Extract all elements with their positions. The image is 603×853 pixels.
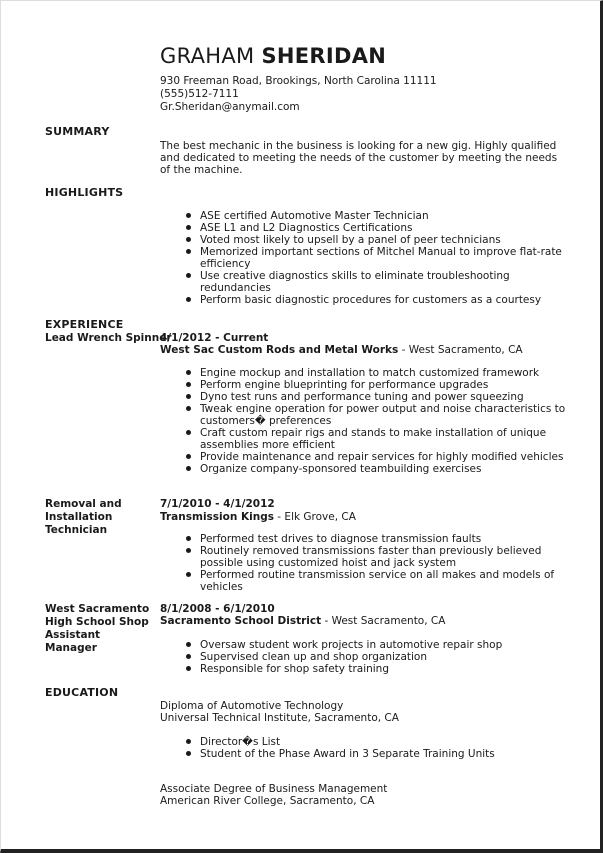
job-employer xyxy=(160,615,445,627)
school: American River College, Sacramento, CA xyxy=(160,795,375,807)
last-name: SHERIDAN xyxy=(261,44,387,68)
list-item: Voted most likely to upsell by a panel of peer technicians xyxy=(183,234,578,246)
list-item: ASE L1 and L2 Diagnostics Certifications xyxy=(183,222,578,234)
list-item: Oversaw student work projects in automotive repair shop xyxy=(183,639,578,651)
highlights-list xyxy=(183,210,578,306)
experience-heading: EXPERIENCE xyxy=(45,318,124,331)
list-item: ASE certified Automotive Master Technician xyxy=(183,210,578,222)
job-employer xyxy=(160,344,523,356)
company-location: - Elk Grove, CA xyxy=(273,511,356,523)
list-item: Perform engine blueprinting for performance upgrades xyxy=(183,379,578,391)
list-item: Responsible for shop safety training xyxy=(183,663,578,675)
school: Universal Technical Institute, Sacramento, CA xyxy=(160,712,399,724)
job-title: Lead Wrench Spinner xyxy=(45,332,172,344)
list-item: Engine mockup and installation to match customized framework xyxy=(183,367,578,379)
list-item: Craft custom repair rigs and stands to make installation of unique assemblies more efficient xyxy=(183,427,578,451)
job-dates: 4/1/2012 - Current xyxy=(160,332,269,344)
company-name: Sacramento School District xyxy=(160,615,322,627)
list-item: Performed test drives to diagnose transmission faults xyxy=(183,533,578,545)
email: Gr.Sheridan@anymail.com xyxy=(160,101,300,113)
first-name: GRAHAM xyxy=(160,44,255,68)
list-item: Student of the Phase Award in 3 Separate Training Units xyxy=(183,748,578,760)
list-item: Dyno test runs and performance tuning and power squeezing xyxy=(183,391,578,403)
list-item: Organize company-sponsored teambuilding exercises xyxy=(183,463,578,475)
list-item: Director�s List xyxy=(183,736,578,748)
list-item: Perform basic diagnostic procedures for customers as a courtesy xyxy=(183,294,578,306)
list-item: Performed routine transmission service on all makes and models of vehicles xyxy=(183,569,578,593)
company-location: - West Sacramento, CA xyxy=(321,615,446,627)
job-duties xyxy=(183,533,578,593)
list-item: Use creative diagnostics skills to eliminate troubleshooting redundancies xyxy=(183,270,578,294)
company-name: Transmission Kings xyxy=(160,511,274,523)
summary-text: The best mechanic in the business is looking for a new gig. Highly qualified and dedicated to meeting the needs of the customer by meeting the needs of the machine. xyxy=(160,140,558,176)
list-item: Memorized important sections of Mitchel Manual to improve flat-rate efficiency xyxy=(183,246,578,270)
address: 930 Freeman Road, Brookings, North Carolina 11111 xyxy=(160,75,437,87)
list-item: Tweak engine operation for power output and noise characteristics to customers� preferences xyxy=(183,403,578,427)
phone: (555)512-7111 xyxy=(160,88,239,100)
job-dates: 8/1/2008 - 6/1/2010 xyxy=(160,603,275,615)
degree: Diploma of Automotive Technology xyxy=(160,700,344,712)
degree: Associate Degree of Business Management xyxy=(160,783,388,795)
education-honors xyxy=(183,736,578,760)
education-heading: EDUCATION xyxy=(45,686,119,699)
job-employer xyxy=(160,511,356,523)
list-item: Supervised clean up and shop organization xyxy=(183,651,578,663)
contact-info xyxy=(160,75,437,114)
summary-heading: SUMMARY xyxy=(45,125,110,138)
education-entry xyxy=(160,783,387,807)
job-duties xyxy=(183,639,578,675)
job-duties xyxy=(183,367,578,475)
list-item: Provide maintenance and repair services for highly modified vehicles xyxy=(183,451,578,463)
job-title: West Sacramento High School Shop Assistant Manager xyxy=(45,603,150,654)
list-item: Routinely removed transmissions faster than previously believed possible using customized hoist and jack system xyxy=(183,545,578,569)
candidate-name xyxy=(160,44,386,68)
job-title: Removal and Installation Technician xyxy=(45,498,122,536)
education-entry xyxy=(160,700,399,724)
highlights-heading: HIGHLIGHTS xyxy=(45,186,124,199)
job-dates: 7/1/2010 - 4/1/2012 xyxy=(160,498,275,510)
company-location: - West Sacramento, CA xyxy=(398,344,523,356)
company-name: West Sac Custom Rods and Metal Works xyxy=(160,344,399,356)
